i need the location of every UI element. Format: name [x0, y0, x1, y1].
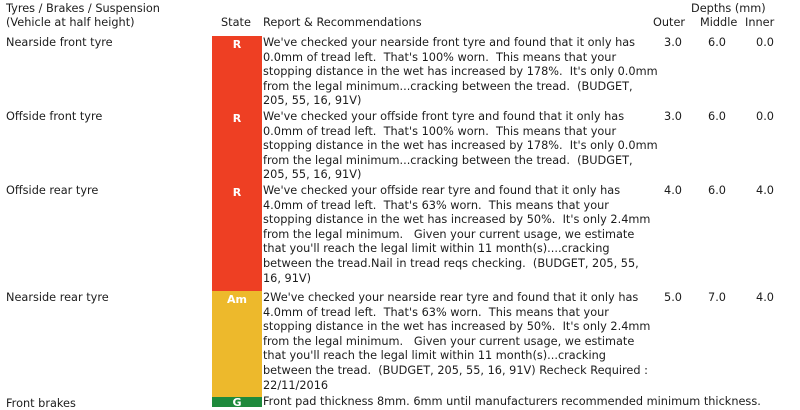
row-name: Front brakes	[6, 397, 76, 410]
section-title: Tyres / Brakes / Suspension	[6, 2, 160, 15]
row-name: Offside front tyre	[6, 110, 103, 123]
depth-middle: 7.0	[708, 291, 726, 304]
middle-column-header: Middle	[700, 16, 738, 29]
state-badge	[212, 184, 262, 291]
depth-outer: 3.0	[664, 36, 682, 49]
row-name: Nearside front tyre	[6, 36, 113, 49]
report-text: We've checked your offside front tyre and found that it only has 0.0mm of tread left. That's 100% worn. This means that your stopping distance in the wet has increased by 178%. It's only 0.0mm from the legal minimum...cracking between the tread. (BUDGET, 205, 55, 16, 91V)	[263, 110, 658, 182]
report-text: Front pad thickness 8mm. 6mm until manufacturers recommended minimum thickness.	[263, 395, 761, 408]
depth-inner: 0.0	[756, 110, 774, 123]
inner-column-header: Inner	[745, 16, 775, 29]
depth-inner: 4.0	[756, 184, 774, 197]
section-subtitle: (Vehicle at half height)	[6, 16, 135, 29]
state-label: R	[232, 112, 242, 125]
depths-column-header: Depths (mm)	[691, 2, 766, 15]
depth-outer: 3.0	[664, 110, 682, 123]
outer-column-header: Outer	[653, 16, 686, 29]
depth-middle: 6.0	[708, 110, 726, 123]
depth-inner: 4.0	[756, 291, 774, 304]
state-badge	[212, 110, 262, 184]
state-column-header: State	[221, 16, 251, 29]
depth-middle: 6.0	[708, 36, 726, 49]
depth-inner: 0.0	[756, 36, 774, 49]
report-text: 2We've checked your nearside rear tyre and found that it only has 4.0mm of tread left. That's 63% worn. This means that your stopping distance in the wet has increased by 50%. It's only 2.4mm from the legal minimum. Given your current usage, we estimate that you'll reach the legal limit within 11 month(s)...cracking between the tread. (BUDGET, 205, 55, 16, 91V) Recheck Required : 22/11/2016	[263, 291, 651, 392]
depth-outer: 5.0	[664, 291, 682, 304]
report-column-header: Report & Recommendations	[263, 16, 422, 29]
row-name: Nearside rear tyre	[6, 291, 109, 304]
state-badge	[212, 36, 262, 110]
state-label: R	[232, 186, 242, 199]
depth-middle: 6.0	[708, 184, 726, 197]
depth-outer: 4.0	[664, 184, 682, 197]
state-label: R	[232, 38, 242, 51]
report-text: We've checked your nearside front tyre and found that it only has 0.0mm of tread left. That's 100% worn. This means that your stopping distance in the wet has increased by 178%. It's only 0.0mm from the legal minimum...cracking between the tread. (BUDGET, 205, 55, 16, 91V)	[263, 36, 658, 108]
state-badge	[212, 291, 262, 397]
report-text: We've checked your offside rear tyre and found that it only has 4.0mm of tread left. That's 63% worn. This means that your stopping distance in the wet has increased by 50%. It's only 2.4mm from the legal minimum. Given your current usage, we estimate that you'll reach the legal limit within 11 month(s)....cracking between the tread.Nail in tread reqs checking. (BUDGET, 205, 55, 16, 91V)	[263, 184, 651, 285]
row-name: Offside rear tyre	[6, 184, 99, 197]
state-badge	[212, 397, 262, 407]
state-label: G	[232, 395, 242, 409]
state-label: Am	[227, 293, 247, 306]
